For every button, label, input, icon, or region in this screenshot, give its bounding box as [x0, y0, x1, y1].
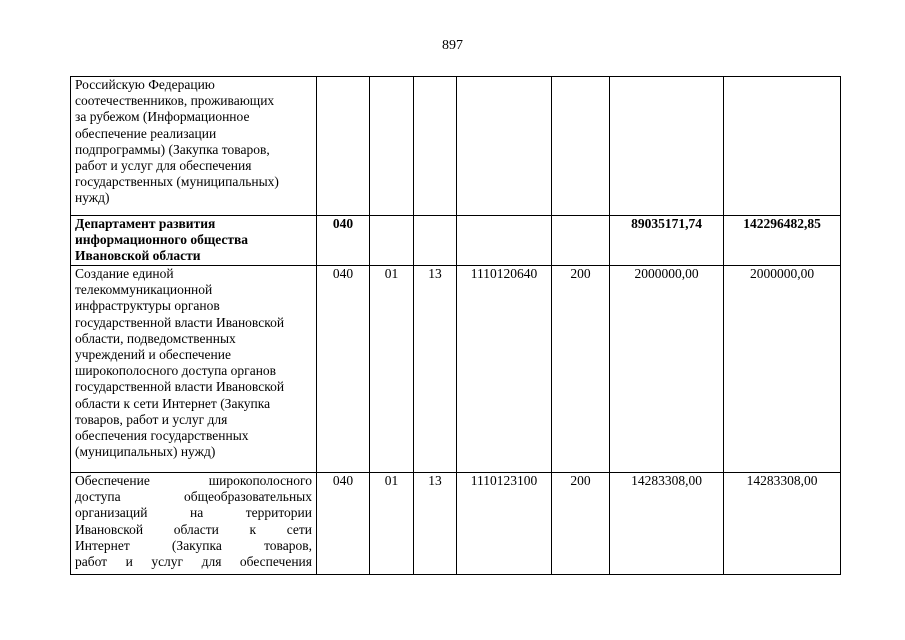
sum-2-cell	[724, 77, 841, 216]
name-line: за рубежом (Информационное	[75, 109, 250, 125]
name-line: Ивановской области к сети	[75, 521, 312, 537]
expense-type-cell: 200	[552, 473, 610, 575]
sum-1-cell: 14283308,00	[610, 473, 724, 575]
name-line: товаров, работ и услуг для	[75, 411, 228, 427]
expense-type-cell: 200	[552, 266, 610, 473]
name-line: Российскую Федерацию	[75, 77, 215, 92]
target-cell: 1110123100	[457, 473, 552, 575]
subsection-cell	[414, 77, 457, 216]
target-cell	[457, 77, 552, 216]
target-cell: 1110120640	[457, 266, 552, 473]
glrbs-cell: 040	[317, 216, 370, 266]
sum-1-cell: 89035171,74	[610, 216, 724, 266]
table-row	[71, 473, 841, 575]
name-line: Департамент развития	[75, 216, 216, 231]
name-line: информационного общества	[75, 232, 249, 248]
name-line: обеспечения государственных	[75, 428, 249, 444]
name-line: государственной власти Ивановской	[75, 379, 285, 395]
sum-2-cell: 2000000,00	[724, 266, 841, 473]
name-line: организаций на территории	[75, 505, 312, 521]
row-name-cell	[71, 266, 317, 473]
name-line: государственных (муниципальных)	[75, 174, 279, 190]
table-row	[71, 266, 841, 473]
section-cell: 01	[370, 266, 414, 473]
name-line: учреждений и обеспечение	[75, 347, 231, 363]
table-row	[71, 216, 841, 266]
name-line: Создание единой	[75, 266, 174, 281]
expense-type-cell	[552, 77, 610, 216]
expense-type-cell	[552, 216, 610, 266]
glrbs-cell: 040	[317, 473, 370, 575]
sum-2-cell: 14283308,00	[724, 473, 841, 575]
name-line: инфраструктуры органов	[75, 298, 220, 314]
section-cell	[370, 77, 414, 216]
sum-1-cell	[610, 77, 724, 216]
name-line: соотечественников, проживающих	[75, 93, 275, 109]
row-name-cell	[71, 216, 317, 266]
row-name-cell	[71, 77, 317, 216]
budget-table	[70, 76, 841, 575]
name-line: (муниципальных) нужд)	[75, 444, 216, 460]
table-row	[71, 77, 841, 216]
name-line: Ивановской области	[75, 248, 201, 264]
name-line: доступа общеобразовательных	[75, 489, 312, 505]
name-line: области к сети Интернет (Закупка	[75, 395, 271, 411]
subsection-cell	[414, 216, 457, 266]
glrbs-cell	[317, 77, 370, 216]
name-line: нужд)	[75, 190, 110, 206]
page-number: 897	[442, 38, 463, 53]
target-cell	[457, 216, 552, 266]
row-name-cell	[71, 473, 317, 575]
subsection-cell: 13	[414, 473, 457, 575]
glrbs-cell: 040	[317, 266, 370, 473]
name-line: работ и услуг для обеспечения	[75, 554, 312, 570]
name-line: государственной власти Ивановской	[75, 314, 285, 330]
name-line: Обеспечение широкополосного	[75, 473, 312, 488]
name-line: Интернет (Закупка товаров,	[75, 537, 312, 553]
section-cell: 01	[370, 473, 414, 575]
name-line: обеспечение реализации	[75, 125, 217, 141]
name-line: телекоммуникационной	[75, 282, 213, 298]
name-line: области, подведомственных	[75, 330, 236, 346]
name-line: широкополосного доступа органов	[75, 363, 277, 379]
sum-1-cell: 2000000,00	[610, 266, 724, 473]
sum-2-cell: 142296482,85	[724, 216, 841, 266]
subsection-cell: 13	[414, 266, 457, 473]
name-line: подпрограммы) (Закупка товаров,	[75, 141, 270, 157]
name-line: работ и услуг для обеспечения	[75, 158, 252, 174]
section-cell	[370, 216, 414, 266]
